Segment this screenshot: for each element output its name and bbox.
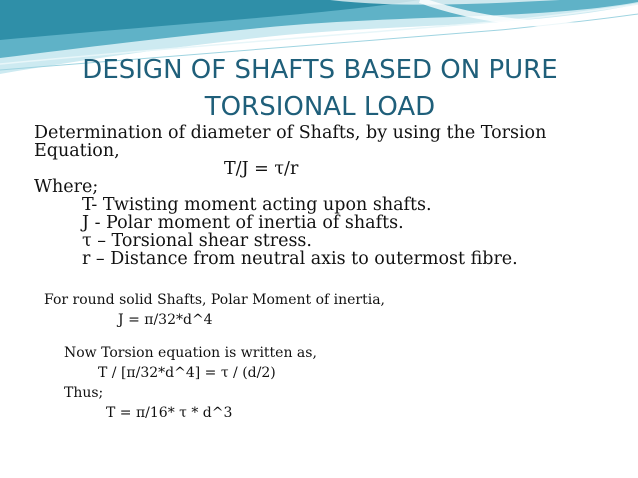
main-body (34, 124, 624, 268)
intro-line-1: Determination of diameter of Shafts, by using the Torsion (34, 123, 547, 143)
torsion-substituted-formula: T / [π/32*d^4] = τ / (d/2) (98, 365, 276, 381)
torsion-equation: T/J = τ/r (224, 159, 299, 179)
title-line-2: TORSIONAL LOAD (204, 92, 436, 122)
slide-title (40, 52, 600, 126)
title-line-1: DESIGN OF SHAFTS BASED ON PURE (82, 55, 558, 85)
torsion-derivation-section (64, 343, 317, 423)
where-label: Where; (34, 177, 99, 197)
definition-t: T- Twisting moment acting upon shafts. (82, 195, 432, 215)
final-torque-formula: T = π/16* τ * d^3 (106, 405, 233, 421)
definition-r: r – Distance from neutral axis to outermost fibre. (82, 249, 518, 269)
polar-moment-section (44, 290, 385, 330)
definition-tau: τ – Torsional shear stress. (82, 231, 312, 251)
torsion-equation-intro: Now Torsion equation is written as, (64, 345, 317, 361)
definition-j: J - Polar moment of inertia of shafts. (82, 213, 404, 233)
thus-label: Thus; (64, 385, 104, 401)
polar-moment-formula: J = π/32*d^4 (118, 312, 213, 328)
solid-shaft-intro: For round solid Shafts, Polar Moment of inertia, (44, 292, 386, 308)
intro-line-2: Equation, (34, 141, 120, 161)
